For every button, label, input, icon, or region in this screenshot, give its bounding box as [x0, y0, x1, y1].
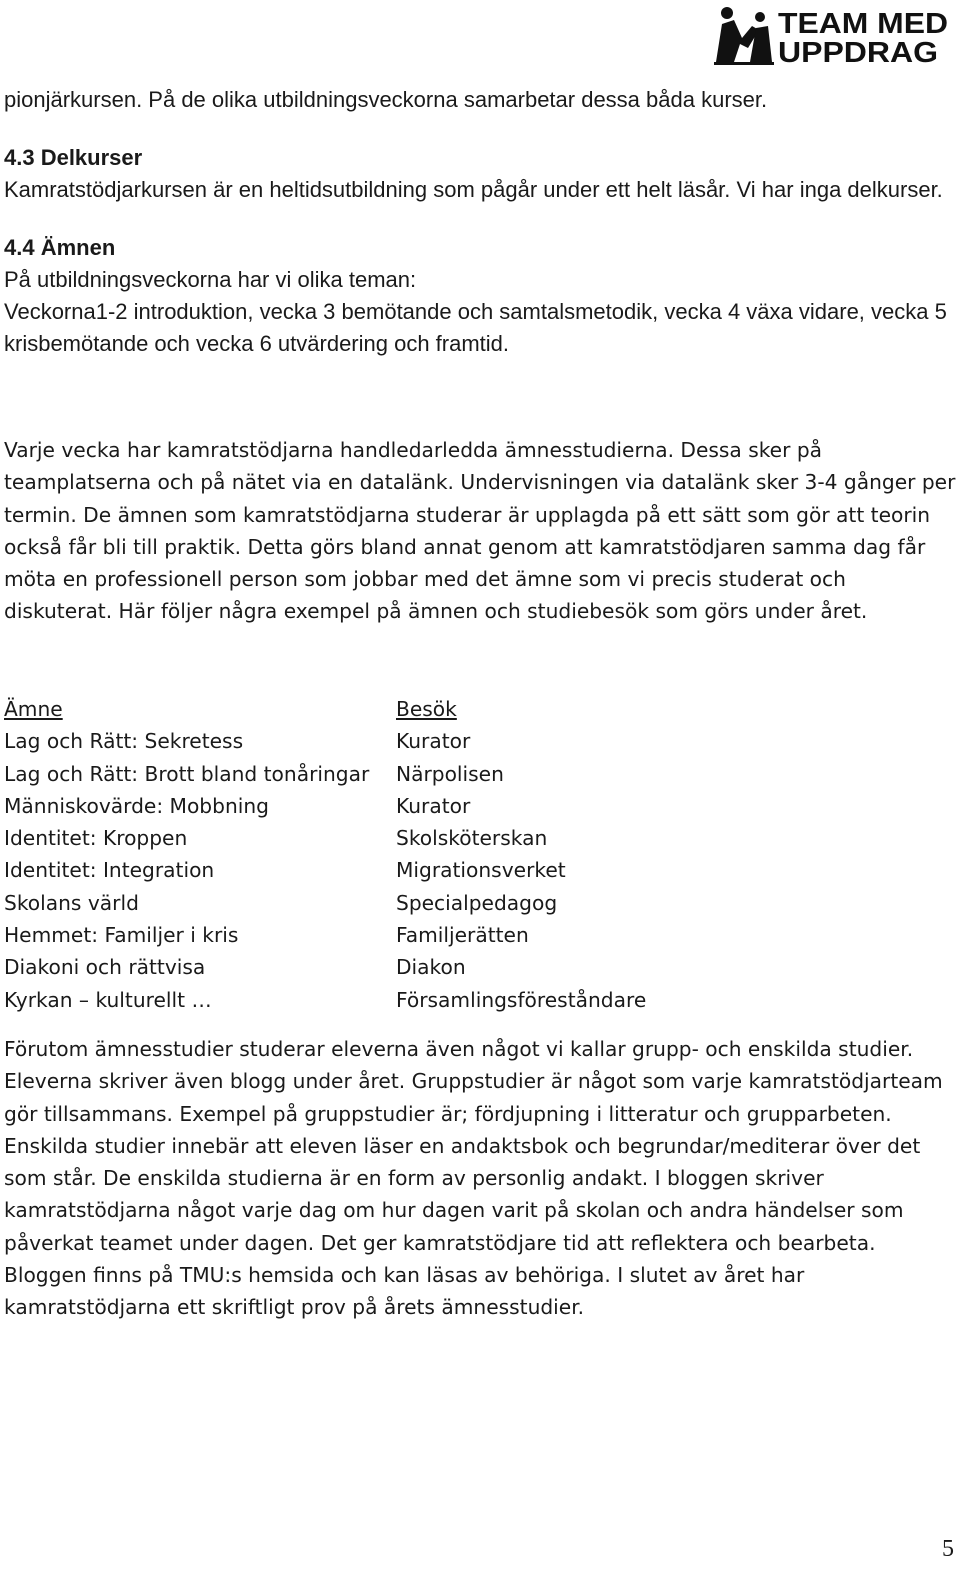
group-studies-paragraph: Förutom ämnesstudier studerar eleverna även något vi kallar grupp- och enskilda studier. Eleverna skriver även blogg under året. Gruppstudier är något som varje kamratstödjarteam gör tillsammans. Exempel på gruppstudier är; fördjupning i litteratur och grupparbeten. Enskilda studier innebär att eleven läser en andaktsbok och begrundar/mediterar över det som står. De enskilda studierna är en form av personlig andakt. I bloggen skriver kamratstödjarna något varje dag om hur dagen varit på skolan och andra händelser som påverkat teamet under dagen. Det ger kamratstödjare tid att reflektera och bearbeta. Bloggen finns på TMU:s hemsida och kan läsas av behöriga. I slutet av året har kamratstödjarna ett skriftligt prov på årets ämnesstudier. [4, 1037, 943, 1320]
visit-cell: Närpolisen [396, 761, 504, 786]
visit-cell: Skolsköterskan [396, 826, 548, 851]
subject-cell: Diakoni och rättvisa [4, 955, 206, 980]
subject-cell: Identitet: Kroppen [4, 826, 188, 851]
subject-cell: Lag och Rätt: Sekretess [4, 729, 244, 754]
visit-cell: Specialpedagog [396, 890, 558, 915]
section-4-4-line-2: Veckorna1-2 introduktion, vecka 3 bemötande och samtalsmetodik, vecka 4 växa vidare, vecka 5 krisbemötande och vecka 6 utvärdering och framtid. [4, 299, 947, 356]
studies-section [4, 434, 956, 628]
subject-cell: Kyrkan – kulturellt … [4, 987, 212, 1012]
page-number: 5 [942, 1536, 954, 1562]
upper-section [4, 84, 954, 360]
table-row [4, 887, 646, 919]
subject-cell: Lag och Rätt: Brott bland tonåringar [4, 761, 370, 786]
visit-cell: Diakon [396, 955, 466, 980]
logo-line-1: TEAM MED [778, 8, 948, 40]
group-studies-section [4, 1033, 956, 1324]
visit-cell: Församlingsföreståndare [396, 987, 647, 1012]
table-row [4, 758, 646, 790]
subject-cell: Skolans värld [4, 890, 139, 915]
column-header-visit: Besök [396, 697, 457, 721]
subject-cell: Identitet: Integration [4, 858, 215, 883]
table-row [4, 790, 646, 822]
logo-graphic [712, 4, 952, 66]
table-row [4, 854, 646, 886]
section-4-4-heading: 4.4 Ämnen [4, 235, 116, 260]
visit-cell: Migrationsverket [396, 858, 566, 883]
section-4-3-heading: 4.3 Delkurser [4, 145, 143, 170]
visit-cell: Kurator [396, 729, 471, 754]
table-row [4, 984, 646, 1016]
column-header-subject: Ämne [4, 697, 63, 721]
table-row [4, 822, 646, 854]
table-row [4, 919, 646, 951]
studies-paragraph: Varje vecka har kamratstödjarna handledarledda ämnesstudierna. Dessa sker på teamplatserna och på nätet via en datalänk. Undervisningen via datalänk sker 3-4 gånger per termin. De ämnen som kamratstödjarna studerar är upplagda på ett sätt som gör att teorin också får bli till praktik. Detta görs bland annat genom att kamratstödjaren samma dag får möta en professionell person som jobbar med det ämne som vi precis studerat och diskuterat. Här följer några exempel på ämnen och studiebesök som görs under året. [4, 438, 956, 624]
logo-figures-icon [714, 7, 774, 65]
visit-cell: Kurator [396, 793, 471, 818]
section-4-4-line-1: På utbildningsveckorna har vi olika teman: [4, 267, 417, 292]
intro-paragraph: pionjärkursen. På de olika utbildningsveckorna samarbetar dessa båda kurser. [4, 87, 768, 112]
team-med-uppdrag-logo [712, 4, 952, 66]
subject-cell: Människovärde: Mobbning [4, 793, 269, 818]
table-row [4, 951, 646, 983]
table-header-row [4, 693, 646, 725]
subjects-visits-table [4, 693, 646, 1016]
subject-cell: Hemmet: Familjer i kris [4, 923, 239, 948]
section-4-3-body: Kamratstödjarkursen är en heltidsutbildning som pågår under ett helt läsår. Vi har inga delkurser. [4, 177, 943, 202]
logo-line-2: UPPDRAG [778, 37, 938, 66]
table-row [4, 725, 646, 757]
visit-cell: Familjerätten [396, 923, 529, 948]
